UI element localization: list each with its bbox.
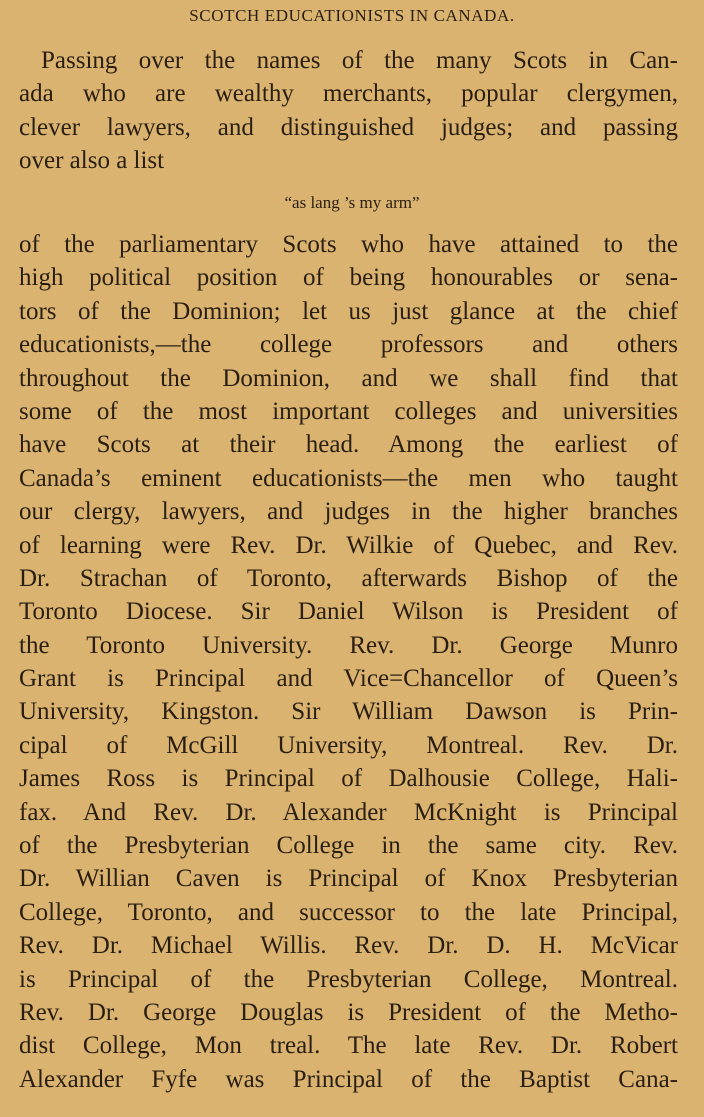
text-line: Dr. Strachan of Toronto, afterwards Bishop of the: [19, 564, 678, 592]
text-line: clever lawyers, and distinguished judges; and passing: [19, 113, 678, 141]
text-line: James Ross is Principal of Dalhousie College, Hali-: [19, 765, 678, 793]
text-line: have Scots at their head. Among the earliest of: [19, 431, 678, 459]
text-line: throughout the Dominion, and we shall find that: [19, 364, 678, 392]
text-line: Canada’s eminent educationists—the men who taught: [19, 464, 678, 492]
text-line: of learning were Rev. Dr. Wilkie of Quebec, and Rev.: [19, 531, 678, 559]
text-line: of the Presbyterian College in the same city. Rev.: [19, 832, 678, 860]
paragraph-1: [19, 44, 678, 178]
text-line: Passing over the names of the many Scots in Can-: [41, 47, 678, 74]
quotation: “as lang ’s my arm”: [284, 193, 420, 212]
text-line: some of the most important colleges and universities: [19, 397, 678, 425]
text-line: high political position of being honourables or sena-: [19, 264, 678, 292]
running-header: SCOTCH EDUCATIONISTS IN CANADA.: [189, 6, 515, 25]
text-line: cipal of McGill University, Montreal. Rev. Dr.: [19, 731, 678, 759]
text-line: Toronto Diocese. Sir Daniel Wilson is President of: [19, 598, 678, 626]
paragraph-2: [19, 228, 678, 1096]
text-line: Grant is Principal and Vice=Chancellor of Queen’s: [19, 665, 678, 693]
text-line: Alexander Fyfe was Principal of the Baptist Cana-: [19, 1065, 678, 1093]
text-line: Rev. Dr. Michael Willis. Rev. Dr. D. H. McVicar: [19, 932, 678, 960]
text-line: is Principal of the Presbyterian College, Montreal.: [19, 965, 678, 993]
text-line: Dr. Willian Caven is Principal of Knox Presbyterian: [19, 865, 678, 893]
text-line: dist College, Mon treal. The late Rev. Dr. Robert: [19, 1032, 678, 1060]
text-line: educationists,—the college professors and others: [19, 331, 678, 359]
text-line: Rev. Dr. George Douglas is President of the Metho-: [19, 998, 678, 1026]
text-line: College, Toronto, and successor to the late Principal,: [19, 898, 678, 926]
text-line: the Toronto University. Rev. Dr. George Munro: [19, 631, 678, 659]
text-line: over also a list: [19, 147, 165, 175]
text-line: our clergy, lawyers, and judges in the higher branches: [19, 498, 678, 526]
text-line: ada who are wealthy merchants, popular clergymen,: [19, 80, 678, 108]
text-line: University, Kingston. Sir William Dawson is Prin-: [19, 698, 678, 726]
text-line: tors of the Dominion; let us just glance at the chief: [19, 297, 678, 325]
text-line: fax. And Rev. Dr. Alexander McKnight is Principal: [19, 798, 678, 826]
text-line: of the parliamentary Scots who have attained to the: [19, 231, 678, 258]
